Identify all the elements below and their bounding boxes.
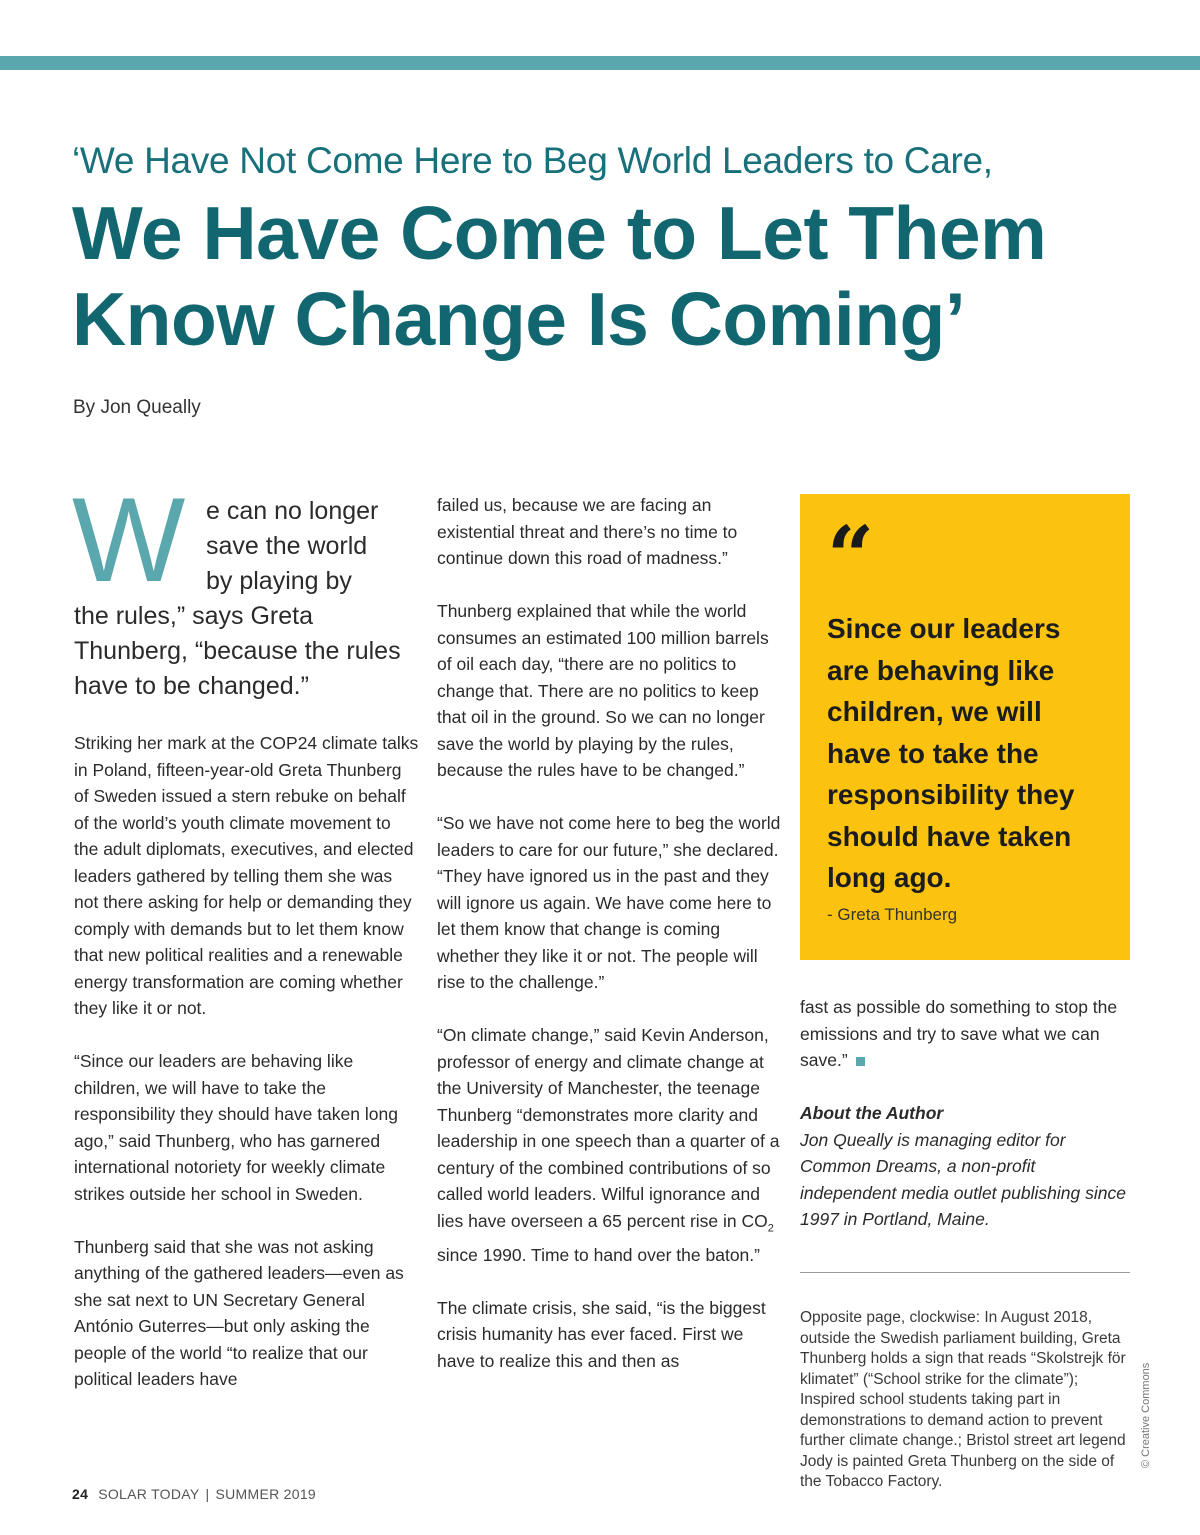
title-line-2: Know Change Is Coming’ bbox=[72, 277, 966, 361]
footer-separator: | bbox=[205, 1486, 210, 1502]
body-paragraph: failed us, because we are facing an existential threat and there’s no time to continue down this road of madness.” bbox=[437, 495, 738, 568]
article-subtitle: ‘We Have Not Come Here to Beg World Leaders to Care, bbox=[72, 140, 993, 181]
magazine-name: SOLAR TODAY bbox=[98, 1486, 200, 1502]
lead-line-3: by playing by bbox=[206, 567, 352, 595]
body-paragraph: Thunberg said that she was not asking anything of the gathered leaders—even as she sat next to UN Secretary General António Guterres—but only asking the people of the world “to realize that our political leaders have bbox=[74, 1236, 404, 1389]
title-line-1: We Have Come to Let Them bbox=[72, 191, 1047, 275]
column-3 bbox=[800, 994, 1130, 1233]
subscript: 2 bbox=[767, 1222, 774, 1234]
lead-paragraph bbox=[72, 473, 419, 704]
body-paragraph: “Since our leaders are behaving like children, we will have to take the responsibility they should have taken long ago,” said Thunberg, who has garnered international notoriety for weekly climate strikes outside her school in Sweden. bbox=[74, 1051, 398, 1204]
caption-divider bbox=[800, 1272, 1130, 1273]
body-paragraph: Thunberg explained that while the world consumes an estimated 100 million barrels of oil each day, “there are no politics to change that. There are no politics to keep that oil in the ground. So we can no longer save the world by playing by the rules, because the rules have to be changed.” bbox=[437, 601, 769, 780]
end-of-article-icon bbox=[856, 1057, 865, 1066]
photo-caption: Opposite page, clockwise: In August 2018, outside the Swedish parliament building, Greta Thunberg holds a sign that reads “Skolstrejk för klimatet” (“School strike for the climate”); Inspired school students taking part in demonstrations to demand action to prevent further climate change.; Bristol street art legend Jody is painted Greta Thunberg on the side of the Tobacco Factory. bbox=[800, 1309, 1126, 1490]
pull-quote-text: Since our leaders are behaving like children, we will have to take the responsibility they should have taken long ago. bbox=[827, 613, 1075, 893]
page-number: 24 bbox=[72, 1486, 89, 1502]
body-paragraph: “So we have not come here to beg the world leaders to care for our future,” she declared. “They have ignored us in the past and they will ignore us again. We have come here to let them know that change is coming whether they like it or not. The people will rise to the challenge.” bbox=[437, 813, 781, 992]
body-paragraph: The climate crisis, she said, “is the biggest crisis humanity has ever faced. First we have to realize this and then as bbox=[437, 1297, 766, 1371]
photo-credit: © Creative Commons bbox=[1140, 1362, 1152, 1468]
top-accent-bar bbox=[0, 56, 1200, 70]
lead-line-1: e can no longer bbox=[206, 497, 379, 525]
body-paragraph: Striking her mark at the COP24 climate talks in Poland, fifteen-year-old Greta Thunberg of Sweden issued a stern rebuke on behalf of the world’s youth climate movement to the adult diplomats, executives, and elected leaders gathered by telling them she was not there asking for help or demanding they comply with demands but to let them know that new political realities and a renewable energy transformation are coming whether they like it or not. bbox=[74, 733, 419, 1018]
drop-cap: W bbox=[72, 473, 186, 607]
lead-line-2: save the world bbox=[206, 532, 368, 560]
body-paragraph: “On climate change,” said Kevin Anderson, professor of energy and climate change at the University of Manchester, the teenage Thunberg “demonstrates more clarity and leadership in one speech than a quarter of a century of the combined contributions of so called world leaders. Wilful ignorance and lies have overseen a 65 percent rise in $CO_2$ since 1990. Time to hand over the baton.” bbox=[437, 1025, 780, 1265]
pull-quote-attribution: - Greta Thunberg bbox=[827, 904, 958, 924]
body-paragraph: fast as possible do something to stop the emissions and try to save what we can save.” bbox=[800, 997, 1118, 1070]
page-footer bbox=[72, 1486, 316, 1502]
pull-quote bbox=[800, 494, 1130, 960]
issue-date: SUMMER 2019 bbox=[215, 1486, 317, 1502]
quote-mark-icon: “ bbox=[827, 509, 875, 605]
byline: By Jon Queally bbox=[73, 397, 201, 418]
article-title bbox=[72, 190, 1172, 362]
column-2 bbox=[437, 492, 782, 1401]
column-1 bbox=[74, 730, 419, 1419]
lead-rest: the rules,” says Greta Thunberg, “because the rules have to be changed.” bbox=[74, 602, 401, 700]
about-author-body: Jon Queally is managing editor for Common Dreams, a non-profit independent media outlet publishing since 1997 in Portland, Maine. bbox=[800, 1129, 1126, 1229]
about-author-heading: About the Author bbox=[800, 1103, 944, 1123]
